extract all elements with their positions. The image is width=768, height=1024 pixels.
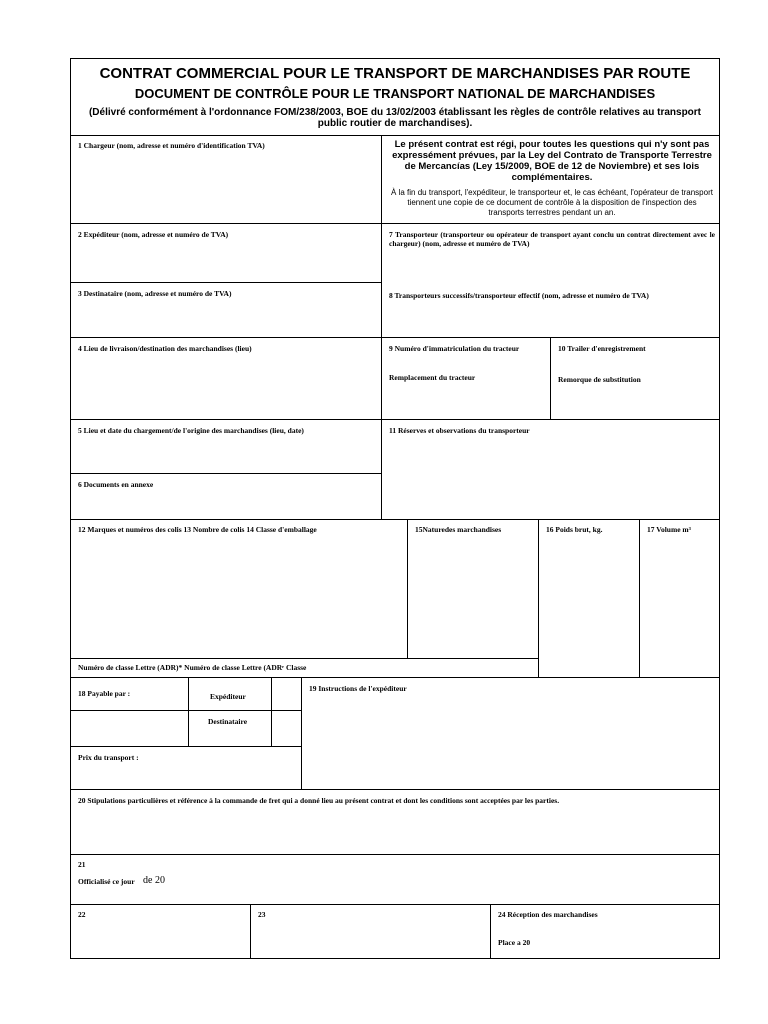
field-9-tracteur: 9 Numéro d'immatriculation du tracteur	[389, 344, 520, 353]
divider	[71, 337, 719, 338]
divider	[71, 854, 719, 855]
divider	[71, 473, 382, 474]
field-7-transporteur: 7 Transporteur (transporteur ou opérateur de transport ayant conclu un contrat directement avec le chargeur) (nom, adresse et numéro de TVA)	[389, 230, 715, 248]
field-4-livraison: 4 Lieu de livraison/destination des marchandises (lieu)	[78, 344, 252, 353]
field-23: 23	[258, 910, 266, 919]
field-9-remplacement: Remplacement du tracteur	[389, 373, 476, 382]
divider	[71, 677, 719, 678]
divider	[71, 658, 539, 659]
divider	[71, 282, 382, 283]
field-2-expediteur: 2 Expéditeur (nom, adresse et numéro de TVA)	[78, 230, 229, 239]
divider	[71, 419, 719, 420]
divider	[271, 677, 272, 746]
divider	[71, 904, 719, 905]
field-12-14-colis: 12 Marques et numéros des colis 13 Nombre de colis 14 Classe d'emballage	[78, 525, 317, 534]
reception-place: Place a 20	[498, 938, 531, 947]
divider	[71, 789, 719, 790]
field-20-stipulations: 20 Stipulations particulières et référence à la commande de fret qui a donné lieu au présent contrat et dont les conditions sont acceptées par les parties.	[78, 796, 560, 805]
divider	[71, 710, 302, 711]
retention-notice: À la fin du transport, l'expéditeur, le transporteur et, le cas échéant, l'opérateur de transport tiennent une copie de ce document de contrôle à la disposition de l'inspection des transports terrestres pendant un an.	[391, 188, 713, 217]
divider	[301, 677, 302, 789]
field-17-volume: 17 Volume m³	[647, 525, 691, 534]
field-11-reserves: 11 Réserves et observations du transporteur	[389, 426, 530, 435]
divider	[71, 223, 719, 224]
divider	[550, 337, 551, 419]
form-subtitle: DOCUMENT DE CONTRÔLE POUR LE TRANSPORT NATIONAL DE MARCHANDISES	[134, 86, 656, 101]
form-title: CONTRAT COMMERCIAL POUR LE TRANSPORT DE MARCHANDISES PAR ROUTE	[99, 65, 691, 82]
payable-expediteur: Expéditeur	[210, 692, 246, 701]
divider	[407, 519, 408, 658]
field-8-transporteurs: 8 Transporteurs successifs/transporteur effectif (nom, adresse et numéro de TVA)	[389, 291, 649, 300]
form-regulation-note: (Délivré conformément à l'ordonnance FOM/238/2003, BOE du 13/02/2003 établissant les règles de contrôle relatives au transport public routier de marchandises).	[88, 107, 702, 129]
divider	[71, 519, 719, 520]
field-21: 21	[78, 860, 86, 869]
divider	[381, 337, 382, 419]
divider	[71, 135, 719, 136]
governing-law-notice: Le présent contrat est régi, pour toutes les questions qui n'y sont pas expressément prévues, par la Ley del Contrato de Transporte Terrestre de Mercancías (Ley 15/2009, BOE de 12 de Noviembre) et ses lois complémentaires.	[392, 139, 712, 183]
divider	[538, 519, 539, 677]
officialise-label: Officialisé ce jour	[78, 877, 135, 886]
transport-contract-form	[70, 58, 720, 959]
divider	[490, 904, 491, 959]
divider	[188, 677, 189, 746]
divider	[381, 419, 382, 519]
field-22: 22	[78, 910, 86, 919]
divider	[639, 519, 640, 677]
field-10-remorque: Remorque de substitution	[558, 375, 641, 384]
field-5-chargement: 5 Lieu et date du chargement/de l'origine des marchandises (lieu, date)	[78, 426, 304, 435]
field-1-chargeur: 1 Chargeur (nom, adresse et numéro d'identification TVA)	[78, 141, 265, 150]
field-10-trailer: 10 Trailer d'enregistrement	[558, 344, 646, 353]
divider	[381, 135, 382, 337]
prix-transport: Prix du transport :	[78, 753, 139, 762]
field-19-instructions: 19 Instructions de l'expéditeur	[309, 684, 407, 693]
field-18-payable: 18 Payable par :	[78, 689, 131, 698]
field-15-nature: 15Naturedes marchandises	[415, 525, 502, 534]
field-16-poids: 16 Poids brut, kg.	[546, 525, 603, 534]
field-6-documents: 6 Documents en annexe	[78, 480, 154, 489]
adr-class-line: Numéro de classe Lettre (ADR)* Numéro de classe Lettre (ADRʳ Classe	[78, 663, 307, 672]
officialise-date: de 20	[143, 875, 165, 886]
divider	[250, 904, 251, 959]
field-24-reception: 24 Réception des marchandises	[498, 910, 598, 919]
field-3-destinataire: 3 Destinataire (nom, adresse et numéro de TVA)	[78, 289, 232, 298]
divider	[71, 746, 302, 747]
payable-destinataire: Destinataire	[208, 717, 248, 726]
